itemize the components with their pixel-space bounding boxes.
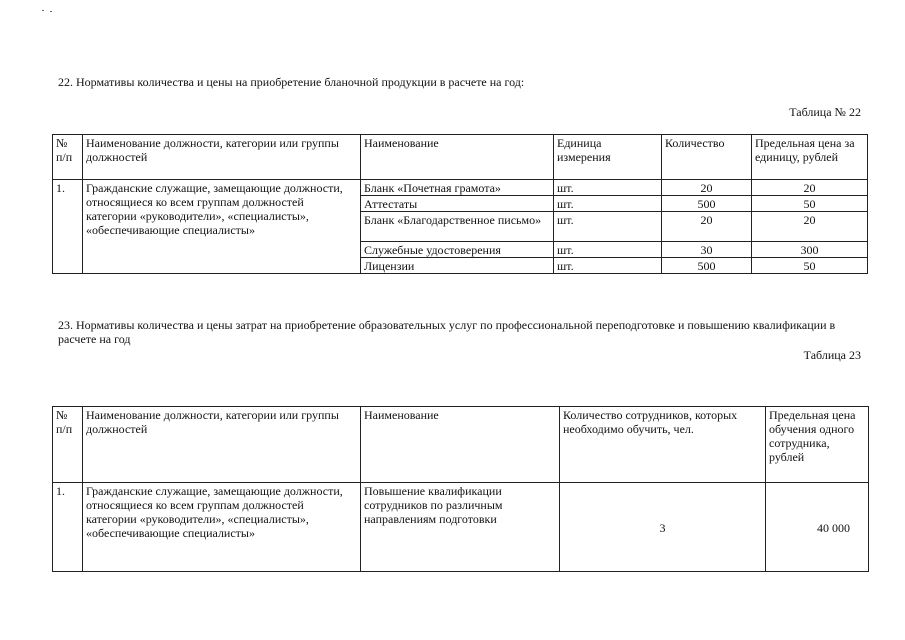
section-22-heading: 22. Нормативы количества и цены на приобретение бланочной продукции в расчете на год:: [58, 75, 525, 89]
header-number: № п/п: [53, 407, 83, 483]
section-23-heading: 23. Нормативы количества и цены затрат на приобретение образовательных услуг по профессиональной переподготовке и повышению квалификации в расчете на год: [58, 318, 836, 346]
item-price: 20: [752, 180, 868, 196]
item-name: Лицензии: [361, 258, 554, 274]
item-name: Бланк «Благодарственное письмо»: [361, 212, 554, 242]
header-name: Наименование: [361, 135, 554, 180]
scan-speck: [42, 10, 44, 11]
item-price: 20: [752, 212, 868, 242]
item-quantity: 20: [662, 212, 752, 242]
header-position: Наименование должности, категории или группы должностей: [83, 135, 361, 180]
table-22: [52, 134, 868, 274]
table-23: [52, 406, 869, 572]
item-unit: шт.: [554, 196, 662, 212]
item-quantity: 500: [662, 258, 752, 274]
header-number: № п/п: [53, 135, 83, 180]
item-quantity: 20: [662, 180, 752, 196]
header-price: Предельная цена за единицу, рублей: [752, 135, 868, 180]
item-price: 50: [752, 258, 868, 274]
item-quantity: 30: [662, 242, 752, 258]
table-22-caption: Таблица № 22: [789, 105, 861, 119]
row-training-price: 40 000: [766, 483, 869, 572]
table-header-row: [53, 407, 869, 483]
header-training-price: Предельная цена обучения одного сотрудника, рублей: [766, 407, 869, 483]
header-quantity: Количество: [662, 135, 752, 180]
table-row: [53, 180, 868, 196]
header-unit: Единица измерения: [554, 135, 662, 180]
item-price: 300: [752, 242, 868, 258]
scan-speck: [50, 11, 52, 12]
item-unit: шт.: [554, 180, 662, 196]
item-price: 50: [752, 196, 868, 212]
row-position-group: Гражданские служащие, замещающие должности, относящиеся ко всем группам должностей категории «руководители», «специалисты», «обеспечивающие специалисты»: [83, 483, 361, 572]
item-unit: шт.: [554, 212, 662, 242]
header-name: Наименование: [361, 407, 560, 483]
table-header-row: [53, 135, 868, 180]
item-name: Бланк «Почетная грамота»: [361, 180, 554, 196]
header-position: Наименование должности, категории или группы должностей: [83, 407, 361, 483]
item-name: Аттестаты: [361, 196, 554, 212]
table-row: [53, 483, 869, 572]
row-position-group: Гражданские служащие, замещающие должности, относящиеся ко всем группам должностей категории «руководители», «специалисты», «обеспечивающие специалисты»: [83, 180, 361, 274]
item-quantity: 500: [662, 196, 752, 212]
row-employee-count: 3: [560, 483, 766, 572]
item-unit: шт.: [554, 258, 662, 274]
item-unit: шт.: [554, 242, 662, 258]
row-number: 1.: [53, 180, 83, 274]
item-name: Служебные удостоверения: [361, 242, 554, 258]
row-service-name: Повышение квалификации сотрудников по различным направлениям подготовки: [361, 483, 560, 572]
table-23-caption: Таблица 23: [803, 348, 861, 362]
row-number: 1.: [53, 483, 83, 572]
header-employee-count: Количество сотрудников, которых необходимо обучить, чел.: [560, 407, 766, 483]
